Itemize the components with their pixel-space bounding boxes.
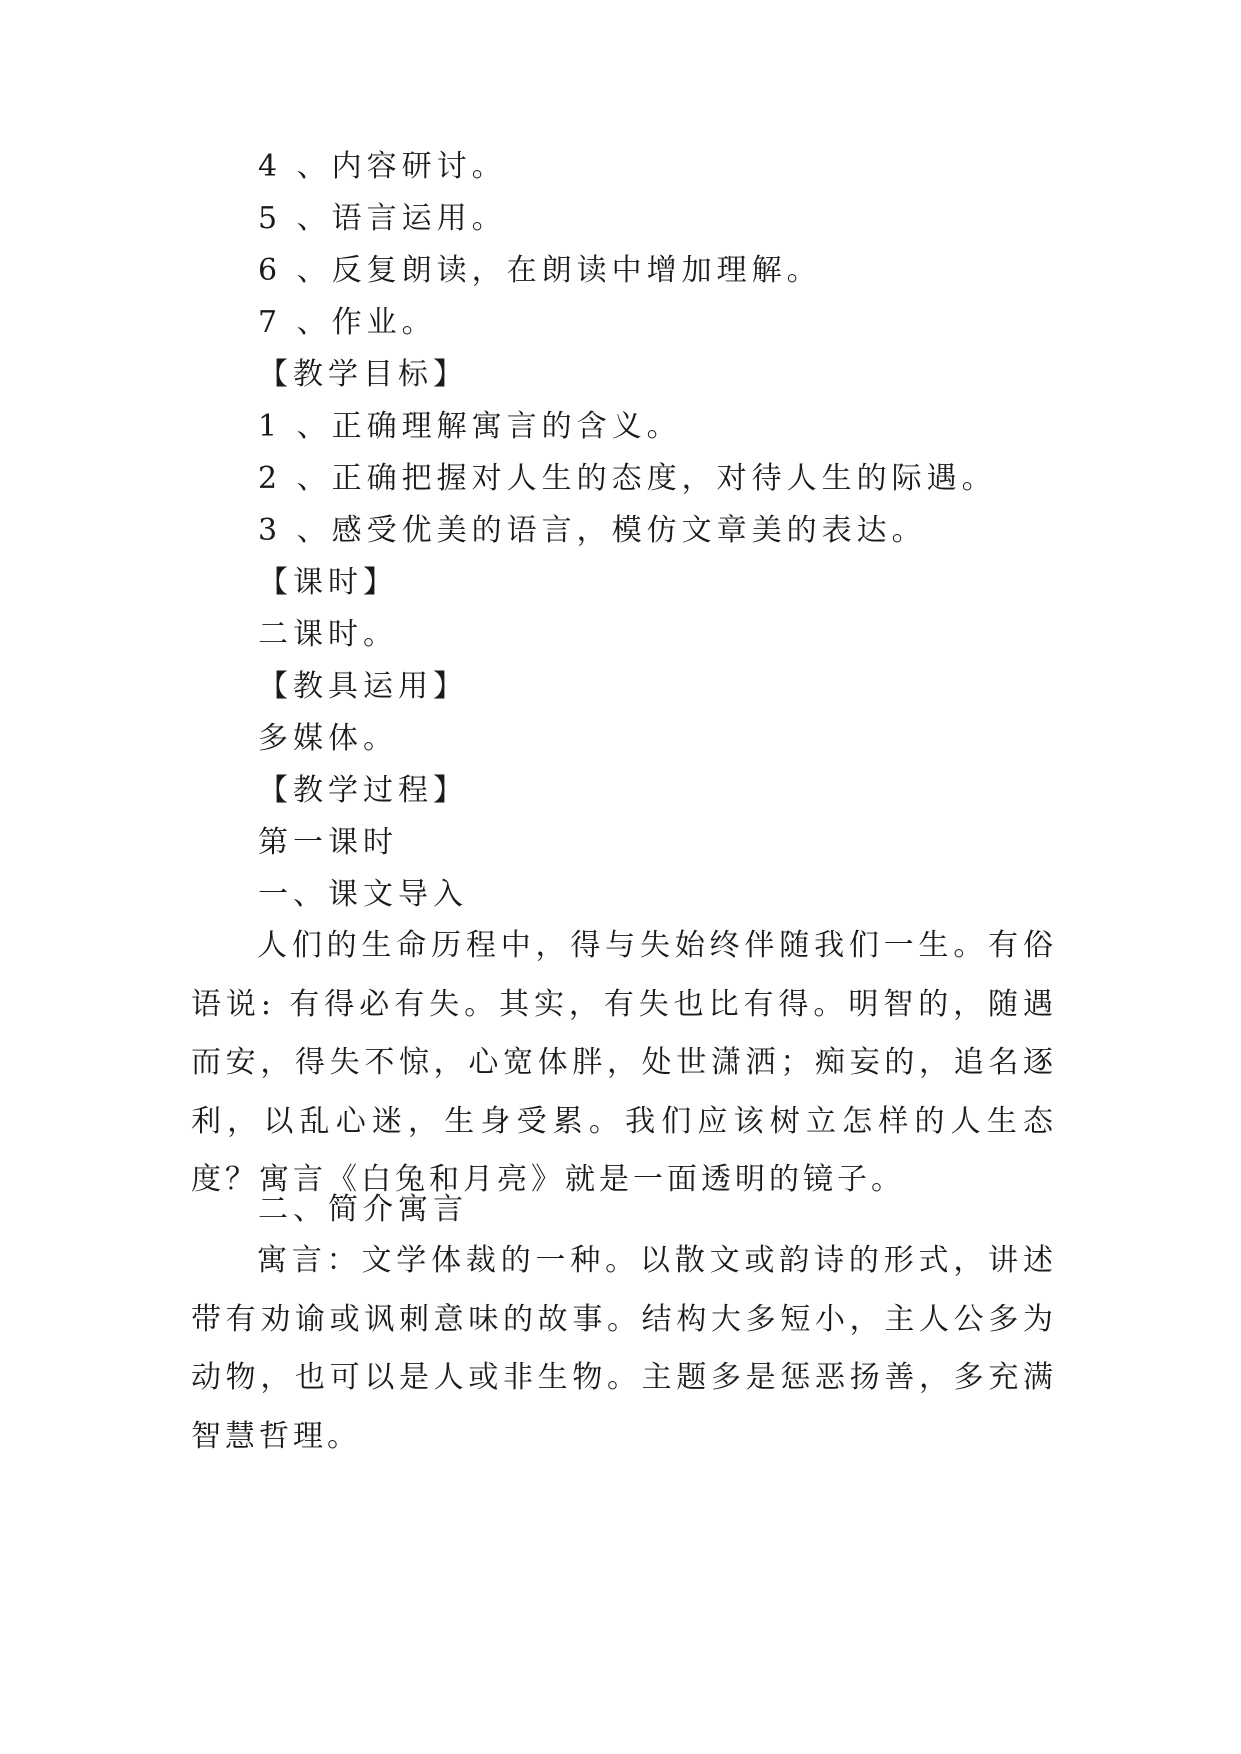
step-5-line: 5 、语言运用。 bbox=[258, 201, 507, 236]
teaching-aids-heading: 【教具运用】 bbox=[258, 669, 468, 704]
step-4-line: 4 、内容研讨。 bbox=[258, 149, 507, 184]
teaching-process-heading: 【教学过程】 bbox=[258, 773, 468, 808]
fable-paragraph: 寓言：文学体裁的一种。以散文或韵诗的形式，讲述带有劝谕或讽刺意味的故事。结构大多短小，主人公多为动物，也可以是人或非生物。主题多是惩恶扬善，多充满智慧哲理。 bbox=[191, 1243, 1057, 1454]
step-7-line: 7 、作业。 bbox=[258, 305, 437, 340]
teaching-goals-heading: 【教学目标】 bbox=[258, 357, 468, 392]
text-intro-heading: 一、课文导入 bbox=[258, 877, 468, 912]
class-hours-value: 二课时。 bbox=[258, 617, 398, 652]
teaching-aids-value: 多媒体。 bbox=[258, 721, 398, 756]
first-lesson-heading: 第一课时 bbox=[258, 825, 398, 860]
goal-1-line: 1 、正确理解寓言的含义。 bbox=[258, 409, 682, 444]
class-hours-heading: 【课时】 bbox=[258, 565, 398, 600]
goal-3-line: 3 、感受优美的语言，模仿文章美的表达。 bbox=[258, 513, 927, 548]
goal-2-line: 2 、正确把握对人生的态度，对待人生的际遇。 bbox=[258, 461, 997, 496]
intro-paragraph: 人们的生命历程中，得与失始终伴随我们一生。有俗语说: 有得必有失。其实，有失也比有得。明智的，随遇而安，得失不惊，心宽体胖，处世潇洒；痴妄的，追名逐利，以乱心迷，生身受累。我们应该树立怎样的人生态度？寓言《白兔和月亮》就是一面透明的镜子。 bbox=[191, 928, 1057, 1198]
step-6-line: 6 、反复朗读，在朗读中增加理解。 bbox=[258, 253, 822, 288]
fable-intro-heading: 二、简介寓言 bbox=[258, 1192, 468, 1227]
